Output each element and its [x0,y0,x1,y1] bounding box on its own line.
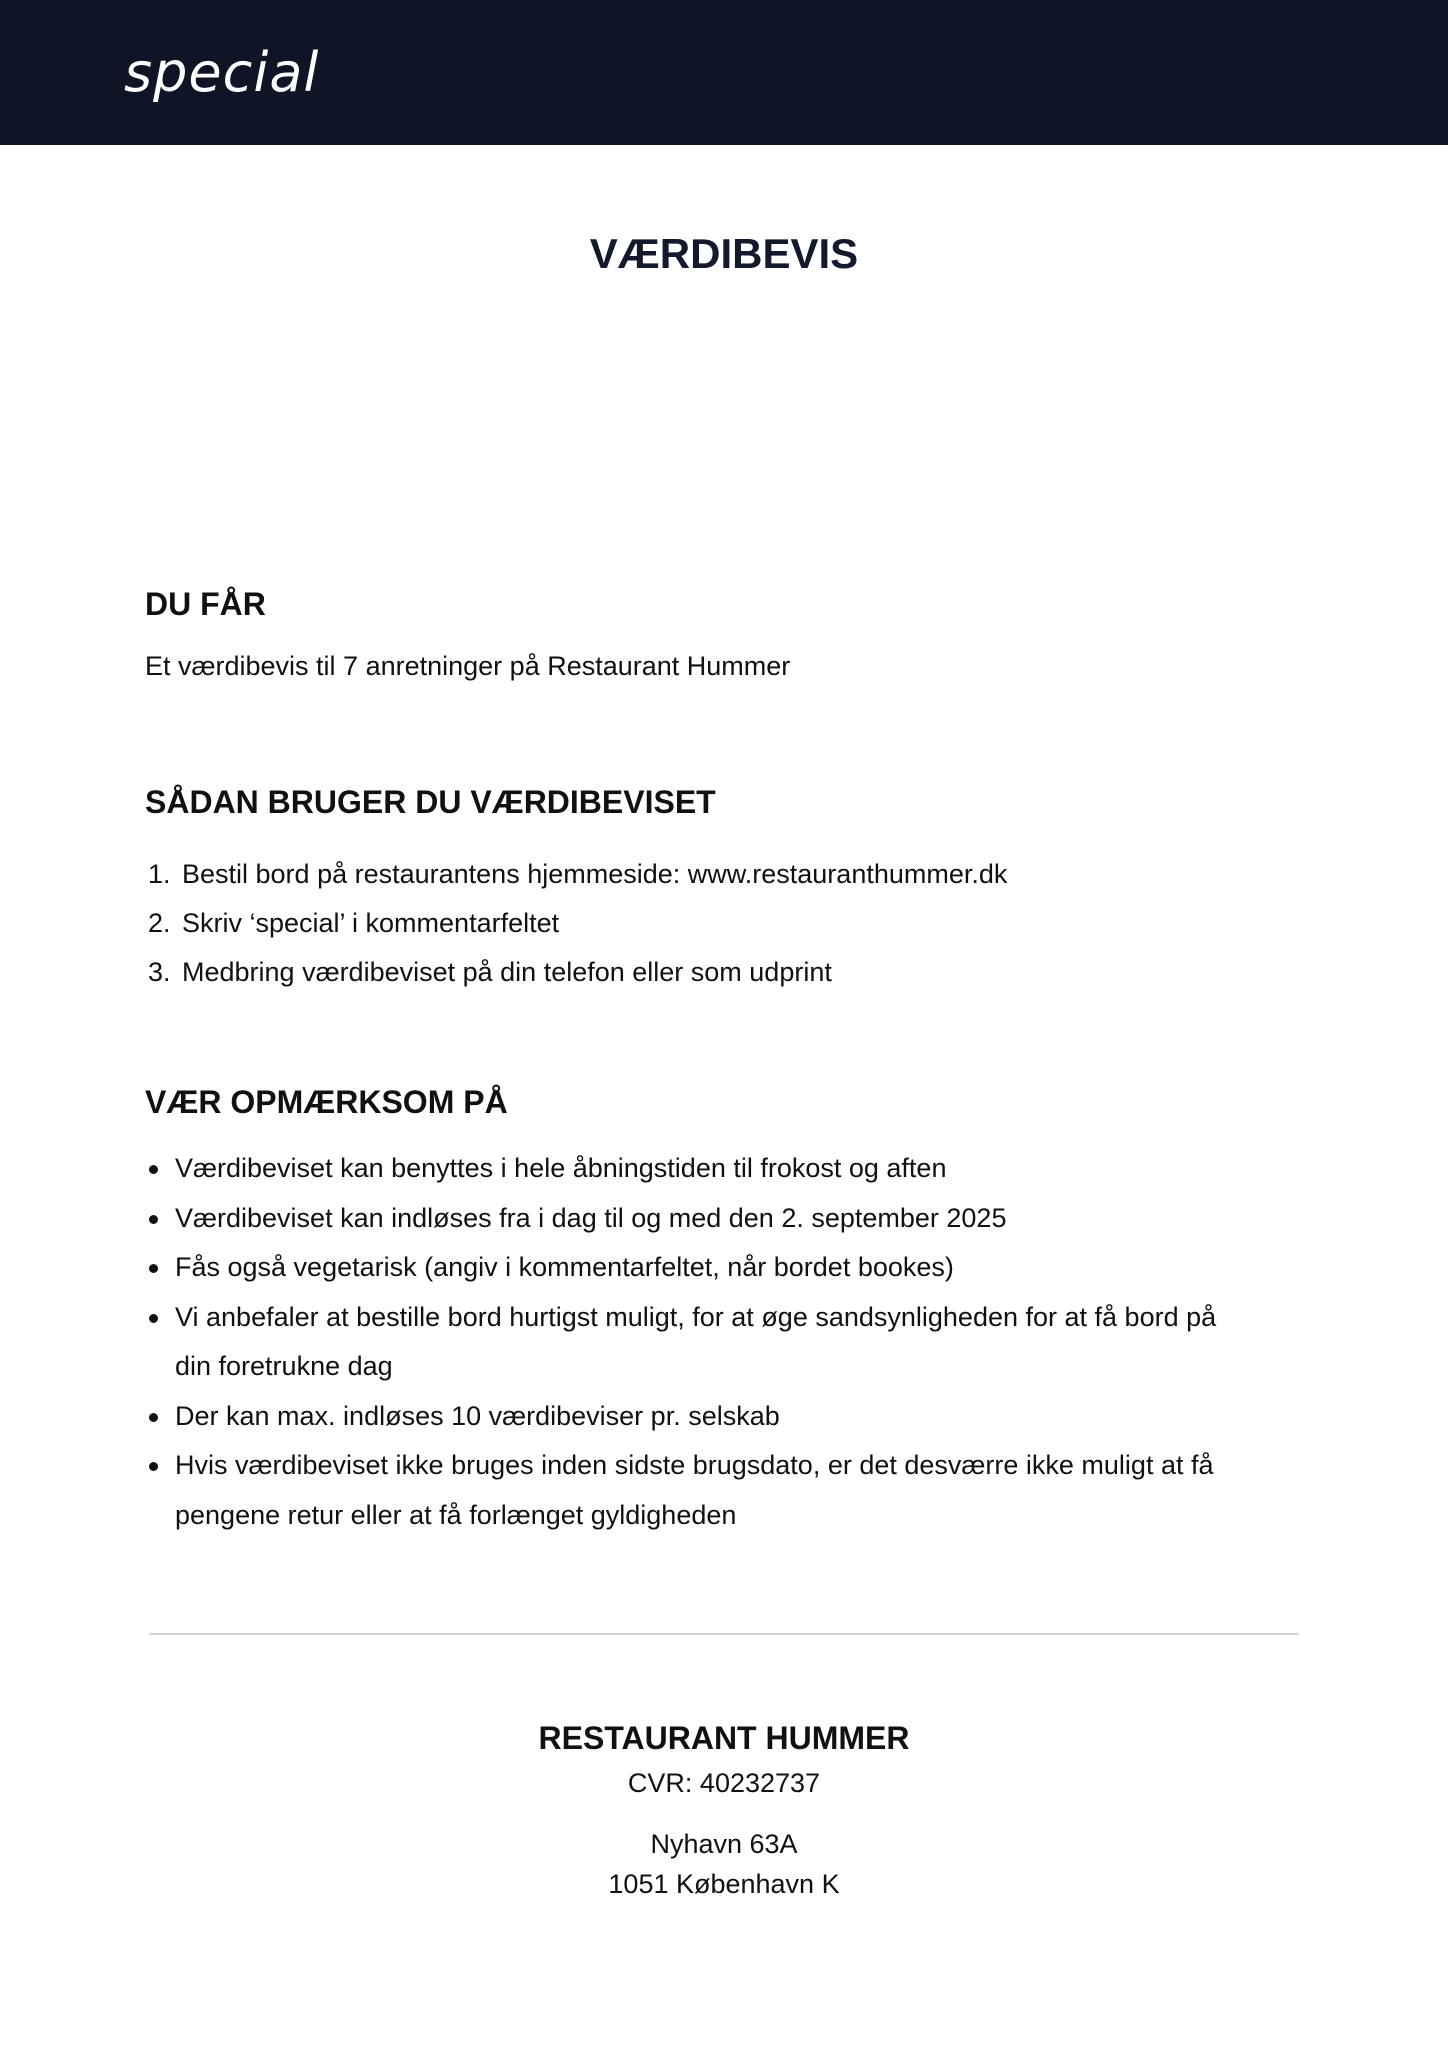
page-title: VÆRDIBEVIS [589,230,859,277]
step-number: 2. [148,908,171,938]
divider [149,1633,1299,1635]
note-text: Der kan max. indløses 10 værdibeviser pr. selskab [175,1400,780,1431]
restaurant-name: RESTAURANT HUMMER [538,1720,910,1756]
bullet-icon [149,1165,158,1174]
bullet-icon [149,1462,158,1471]
footer [0,1714,1448,1904]
brand-logo: special [124,41,320,104]
bullet-icon [149,1215,158,1224]
bullet-icon [149,1314,158,1323]
step-text: Medbring værdibeviset på din telefon eller som udprint [182,957,832,987]
steps-list [145,850,1295,997]
note-text: Fås også vegetarisk (angiv i kommentarfeltet, når bordet bookes) [175,1252,954,1282]
bullet-icon [149,1413,158,1422]
section-heading: DU FÅR [145,586,266,622]
notes-list [145,1144,1245,1540]
note-text: Hvis værdibeviset ikke bruges inden sidste brugsdato, er det desværre ikke muligt at få pengene retur eller at få forlænget gyldigheden [175,1450,1214,1530]
step-number: 1. [148,859,171,889]
address-city: 1051 København K [608,1869,840,1899]
address-street: Nyhavn 63A [650,1829,798,1859]
bullet-icon [149,1264,158,1273]
step-number: 3. [148,957,171,987]
note-item [145,1392,1245,1442]
step-item [145,899,1295,948]
note-text: Værdibeviset kan indløses fra i dag til og med den 2. september 2025 [175,1202,1007,1233]
section-heading: SÅDAN BRUGER DU VÆRDIBEVISET [145,784,716,820]
step-item [145,948,1295,997]
note-text: Værdibeviset kan benyttes i hele åbningstiden til frokost og aften [175,1153,947,1183]
step-item [145,850,1295,899]
section-du-faar [145,582,1295,686]
address [0,1824,1448,1904]
cvr-number: CVR: 40232737 [627,1768,821,1798]
header-bar [0,0,1448,145]
step-text: Skriv ‘special’ i kommentarfeltet [182,908,560,938]
note-item [145,1243,1245,1293]
section-saadan-bruger [145,780,1295,997]
note-item [145,1144,1245,1194]
note-text: Vi anbefaler at bestille bord hurtigst muligt, for at øge sandsynligheden for at få bord på din foretrukne dag [175,1301,1217,1381]
offer-text: Et værdibevis til 7 anretninger på Restaurant Hummer [145,651,791,681]
note-item [145,1293,1245,1392]
section-vaer-opmaerksom [145,1080,1295,1540]
note-item [145,1194,1245,1244]
section-heading: VÆR OPMÆRKSOM PÅ [145,1084,508,1120]
step-text: Bestil bord på restaurantens hjemmeside: www.restauranthummer.dk [182,859,1008,889]
note-item [145,1441,1245,1540]
